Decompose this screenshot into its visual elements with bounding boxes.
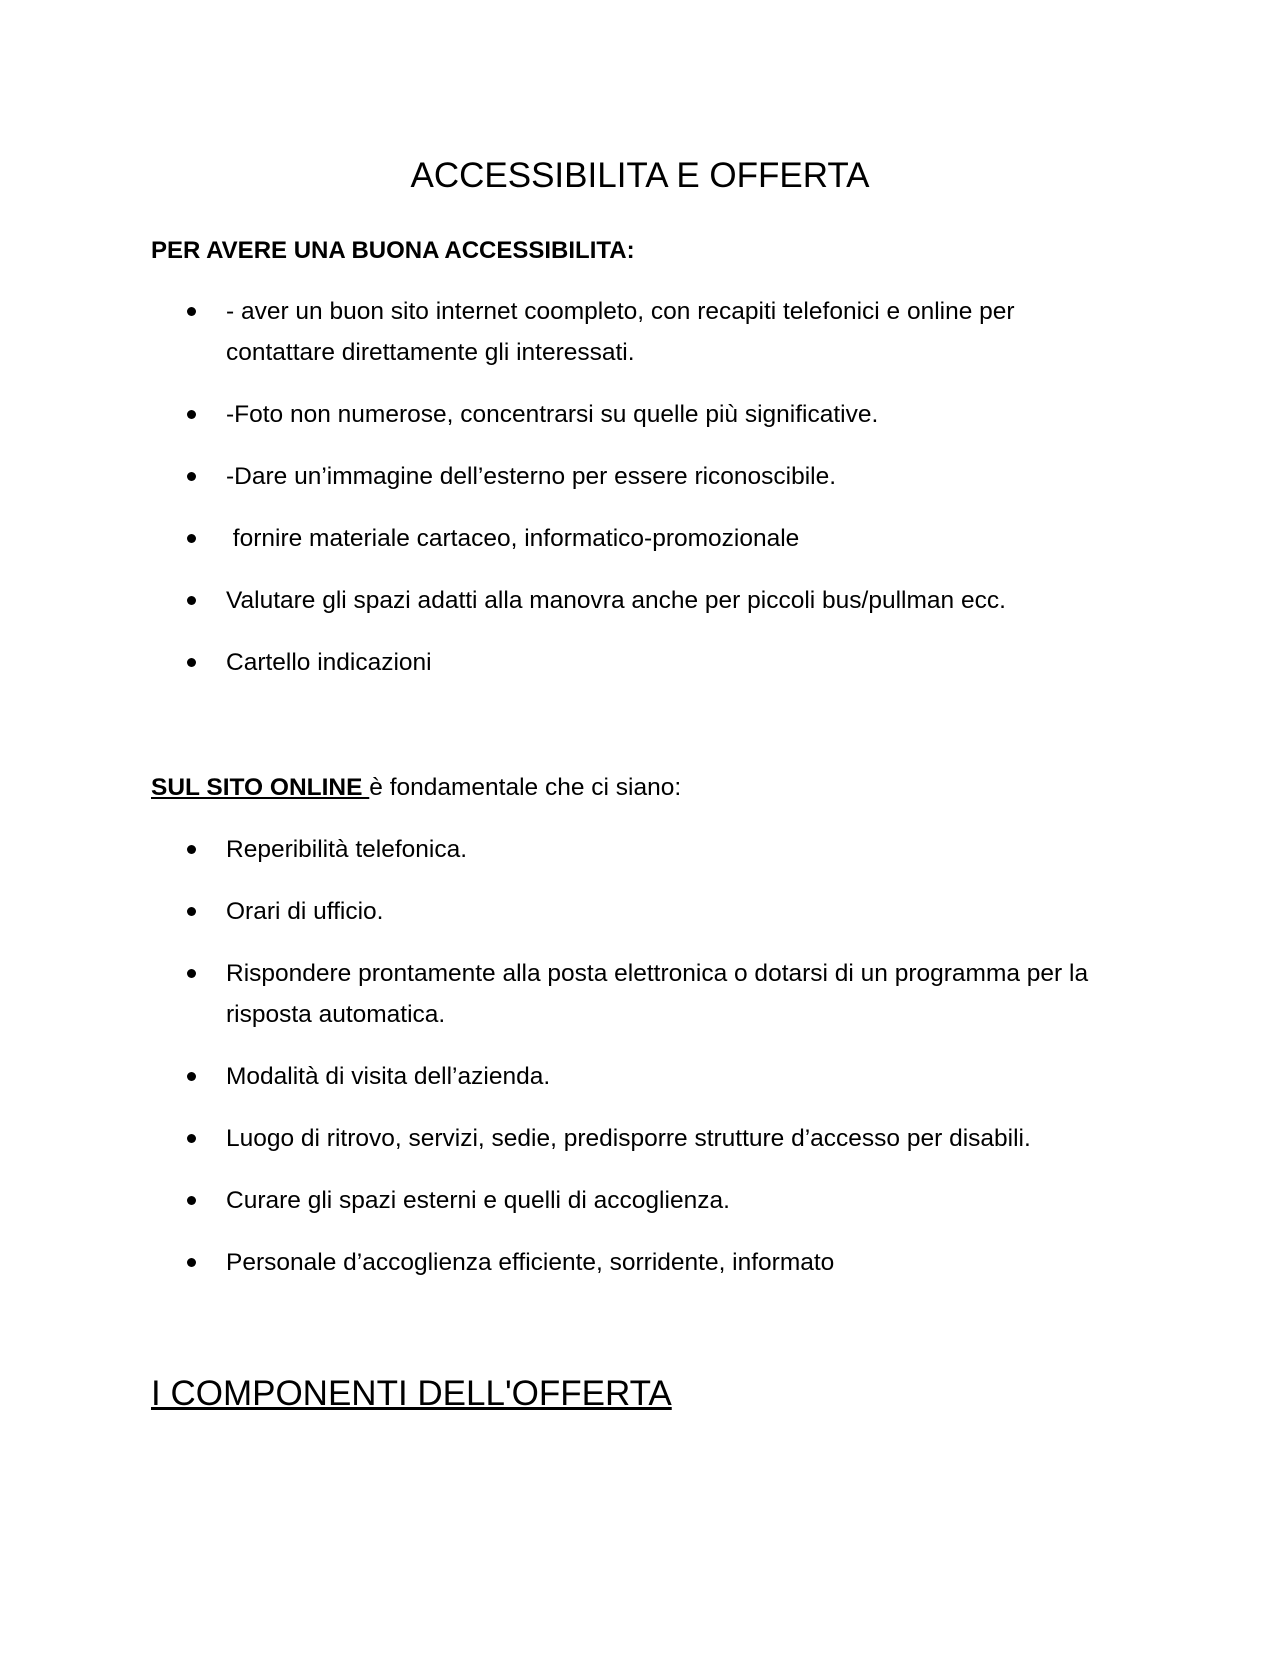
bullet-icon <box>187 1134 196 1143</box>
list-item <box>0 456 1280 497</box>
list-item <box>0 953 1280 1035</box>
list-item-text: fornire materiale cartaceo, informatico-promozionale <box>226 525 800 552</box>
bullet-icon <box>187 1072 196 1081</box>
bullet-icon <box>187 410 196 419</box>
list-item-text: Personale d’accoglienza efficiente, sorridente, informato <box>226 1249 835 1276</box>
online-site-heading <box>151 772 681 804</box>
bullet-icon <box>187 969 196 978</box>
list-item <box>0 1056 1280 1097</box>
list-item-text: Orari di ufficio. <box>226 898 384 925</box>
list-item <box>0 291 1280 373</box>
list-item <box>0 580 1280 621</box>
list-item <box>0 891 1280 932</box>
bullet-icon <box>187 307 196 316</box>
online-site-heading-tail: è fondamentale che ci siano: <box>369 774 682 801</box>
bullet-icon <box>187 534 196 543</box>
list-item-text: Luogo di ritrovo, servizi, sedie, predisporre strutture d’accesso per disabili. <box>226 1125 1031 1152</box>
list-item-text: Valutare gli spazi adatti alla manovra anche per piccoli bus/pullman ecc. <box>226 587 1006 614</box>
list-item-text: -Dare un’immagine dell’esterno per essere riconoscibile. <box>226 463 837 490</box>
bullet-icon <box>187 907 196 916</box>
accessibility-list <box>0 291 1280 683</box>
list-item-text: Modalità di visita dell’azienda. <box>226 1063 551 1090</box>
bullet-icon <box>187 658 196 667</box>
bullet-icon <box>187 472 196 481</box>
list-item-text: - aver un buon sito internet coompleto, con recapiti telefonici e online per contattare direttamente gli interessati. <box>226 298 1015 366</box>
list-item-text: Rispondere prontamente alla posta elettronica o dotarsi di un programma per la risposta automatica. <box>226 960 1089 1028</box>
list-item <box>0 518 1280 559</box>
online-site-list <box>0 829 1280 1283</box>
list-item <box>0 829 1280 870</box>
list-item <box>0 1118 1280 1159</box>
online-site-heading-label: SUL SITO ONLINE <box>151 774 370 801</box>
list-item <box>0 394 1280 435</box>
accessibility-heading: PER AVERE UNA BUONA ACCESSIBILITA: <box>151 237 635 264</box>
list-item-text: Cartello indicazioni <box>226 649 432 676</box>
bullet-icon <box>187 1258 196 1267</box>
list-item-text: Reperibilità telefonica. <box>226 836 468 863</box>
document-title: ACCESSIBILITA E OFFERTA <box>410 156 870 195</box>
list-item <box>0 642 1280 683</box>
bullet-icon <box>187 845 196 854</box>
bullet-icon <box>187 596 196 605</box>
list-item <box>0 1242 1280 1283</box>
offer-components-heading: I COMPONENTI DELL'OFFERTA <box>151 1374 672 1413</box>
bullet-icon <box>187 1196 196 1205</box>
list-item <box>0 1180 1280 1221</box>
list-item-text: Curare gli spazi esterni e quelli di accoglienza. <box>226 1187 730 1214</box>
list-item-text: -Foto non numerose, concentrarsi su quelle più significative. <box>226 401 879 428</box>
